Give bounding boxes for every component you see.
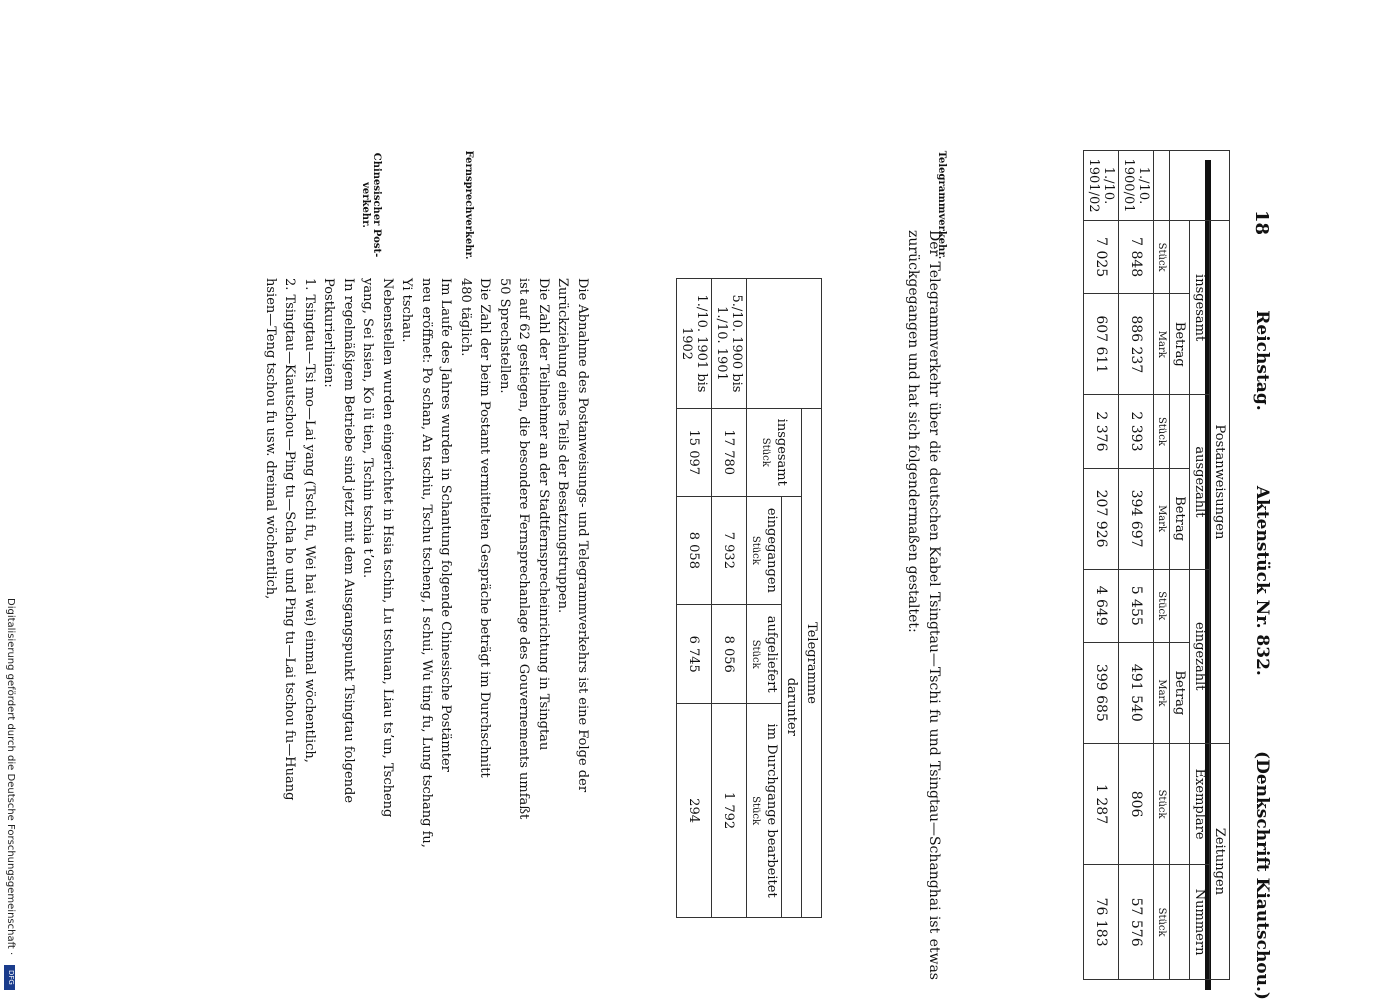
col-darunter: darunter: [782, 496, 802, 917]
unit-mark: Mark: [1154, 468, 1170, 569]
text-line: Yi tschau.: [399, 278, 415, 343]
unit-mark: Mark: [1154, 642, 1170, 743]
table-cell: 17 780: [712, 409, 747, 497]
sub-betrag-1: Betrag: [1170, 294, 1190, 395]
table-cell: 207 926: [1084, 468, 1119, 569]
table-row: [712, 279, 747, 918]
page-header: [1242, 210, 1282, 1000]
col-durchgang-label: im Durchgange bearbeitet: [764, 723, 779, 898]
unit-stueck: Stück: [1154, 395, 1170, 468]
table-cell: 4 649: [1084, 569, 1119, 642]
table-row: [1119, 151, 1154, 980]
text-line: 480 täglich.: [458, 278, 473, 357]
side-label-chinesisch: Chinesischer Post- verkehr.: [360, 152, 382, 258]
header-reichstag: Reichstag.: [1252, 310, 1272, 411]
text-line: ist auf 62 gestiegen, die besondere Fernsprechanlage des Gouvernements umfaßt: [516, 278, 532, 820]
sub-betrag-3: Betrag: [1170, 642, 1190, 743]
dfg-logo: DFG: [4, 965, 15, 990]
side-label-fernsprech: Fernsprechverkehr.: [463, 150, 474, 260]
telegramme-table: [676, 278, 822, 918]
table-cell: 5 455: [1119, 569, 1154, 642]
text-line: yang, Sei hsien, Ko lü tien, Tschin tschia tʼou.: [360, 278, 376, 579]
row-label-header: [1170, 151, 1230, 221]
unit-stueck: Stück: [750, 535, 761, 565]
text-line: In regelmäßigem Betriebe sind jetzt mit dem Ausgangspunkt Tsingtau folgende: [341, 278, 356, 804]
table-cell: 76 183: [1084, 865, 1119, 980]
sub-empty: [1170, 865, 1190, 980]
text-line: hsien—Teng tschou fu usw. dreimal wöchentlich,: [263, 278, 278, 600]
table-cell: 806: [1119, 743, 1154, 864]
text-line: Zurückziehung eines Teils der Besatzungstruppen.: [555, 278, 571, 614]
table-cell: 8 056: [712, 605, 747, 704]
table-cell: 7 025: [1084, 221, 1119, 294]
table-cell: 7 932: [712, 496, 747, 605]
header-aktenstueck: Aktenstück Nr. 832.: [1252, 485, 1272, 676]
text-line: Die Zahl der Teilnehmer an der Stadtfernsprecheinrichtung in Tsingtau: [536, 278, 551, 751]
col-aufgeliefert-label: aufgeliefert: [764, 615, 779, 693]
col-aufgeliefert: [747, 605, 782, 704]
unit-stueck: Stück: [1154, 569, 1170, 642]
text-line: Nebenstellen wurden eingerichtet in Hsia tschin, Lu tschuan, Liau tsʼun, Tscheng: [380, 278, 395, 818]
row-label: 1./10. 1901 bis 1902: [677, 279, 712, 409]
table-cell: 491 540: [1119, 642, 1154, 743]
text-line: 2. Tsingtau—Kiautschou—Ping tu—Scha ho und Ping tu—Lai tschou fu—Huang: [282, 278, 298, 801]
table-cell: 8 058: [677, 496, 712, 605]
col-durchgang: [747, 704, 782, 918]
table-cell: 6 745: [677, 605, 712, 704]
text-line: Im Laufe des Jahres wurden in Schantung folgende Chinesische Postämter: [438, 278, 454, 772]
table-cell: 2 376: [1084, 395, 1119, 468]
table-row: [677, 279, 712, 918]
text-line: Die Abnahme des Postanweisungs- und Telegrammverkehrs ist eine Folge der: [575, 278, 590, 793]
col-insgesamt: [747, 409, 802, 497]
text-line: Postkurierlinien:: [321, 278, 337, 388]
table-cell: 57 576: [1119, 865, 1154, 980]
text-line: Die Zahl der beim Postamt vermittelten Gespräche beträgt im Durchschnitt: [477, 278, 493, 778]
table-cell: 2 393: [1119, 395, 1154, 468]
page-number: 18: [1251, 210, 1273, 236]
col-ausgezahlt: ausgezahlt: [1190, 395, 1210, 569]
unit-stueck: Stück: [1154, 743, 1170, 864]
table-cell: 294: [677, 704, 712, 918]
rotated-page-content: [152, 150, 1282, 1000]
unit-stueck: Stück: [760, 437, 771, 467]
footer-credit-text: Digitalisierung gefördert durch die Deutsche Forschungsgemeinschaft ·: [5, 598, 16, 956]
sub-empty: [1170, 221, 1190, 294]
paragraph-telegramm: Der Telegrammverkehr über die deutschen Kabel Tsingtau—Tschi fu und Tsingtau—Schanghai ist etwas zurückgegangen und hat sich folgendermaßen gestaltet:: [905, 230, 942, 980]
row-label: 1./10. 1901/02: [1084, 151, 1119, 221]
table-cell: 394 697: [1119, 468, 1154, 569]
sub-empty: [1170, 395, 1190, 468]
unit-stueck: Stück: [1154, 221, 1170, 294]
text-line: 50 Sprechstellen.: [497, 278, 512, 394]
col-eingegangen: [747, 496, 782, 605]
unit-stueck: Stück: [750, 639, 761, 669]
table-row: [1084, 151, 1119, 980]
postanweisungen-table: [1083, 150, 1230, 980]
side-label-telegramm: Telegrammverkehr.: [936, 150, 947, 260]
table-cell: 1 287: [1084, 743, 1119, 864]
col-exemplare: Exemplare: [1190, 743, 1210, 864]
unit-stueck: Stück: [1154, 865, 1170, 980]
unit-mark: Mark: [1154, 294, 1170, 395]
row-label: 1./10. 1900/01: [1119, 151, 1154, 221]
sub-empty: [1170, 569, 1190, 642]
row-label: 5./10. 1900 bis 1./10. 1901: [712, 279, 747, 409]
row-label-header: [747, 279, 822, 409]
table-cell: 15 097: [677, 409, 712, 497]
footer-credit: [2, 598, 22, 993]
text-line: neu eröffnet: Po schan, An tschiu, Tschu tscheng, I schui, Wu ting fu, Lung tschang fu,: [419, 278, 434, 848]
table-cell: 607 611: [1084, 294, 1119, 395]
col-insgesamt: insgesamt: [1190, 221, 1210, 395]
col-telegramme: Telegramme: [802, 409, 822, 918]
unit-empty: [1154, 151, 1170, 221]
unit-stueck: Stück: [750, 796, 761, 826]
header-denkschrift: (Denkschrift Kiautschou.): [1252, 751, 1272, 1000]
text-line: 1. Tsingtau—Tsi mo—Lai yang (Tschi fu, Wei hai wei) einmal wöchentlich,: [302, 278, 317, 763]
col-eingezahlt: eingezahlt: [1190, 569, 1210, 743]
table-cell: 886 237: [1119, 294, 1154, 395]
body-text: [261, 278, 593, 978]
table-cell: 399 685: [1084, 642, 1119, 743]
group-postanweisungen: Postanweisungen: [1210, 221, 1230, 744]
group-zeitungen: Zeitungen: [1210, 743, 1230, 979]
table-cell: 1 792: [712, 704, 747, 918]
col-eingegangen-label: eingegangen: [764, 507, 779, 593]
col-insgesamt-label: insgesamt: [774, 418, 789, 486]
sub-empty: [1170, 743, 1190, 864]
sub-betrag-2: Betrag: [1170, 468, 1190, 569]
table-cell: 7 848: [1119, 221, 1154, 294]
col-nummern: Nummern: [1190, 865, 1210, 980]
